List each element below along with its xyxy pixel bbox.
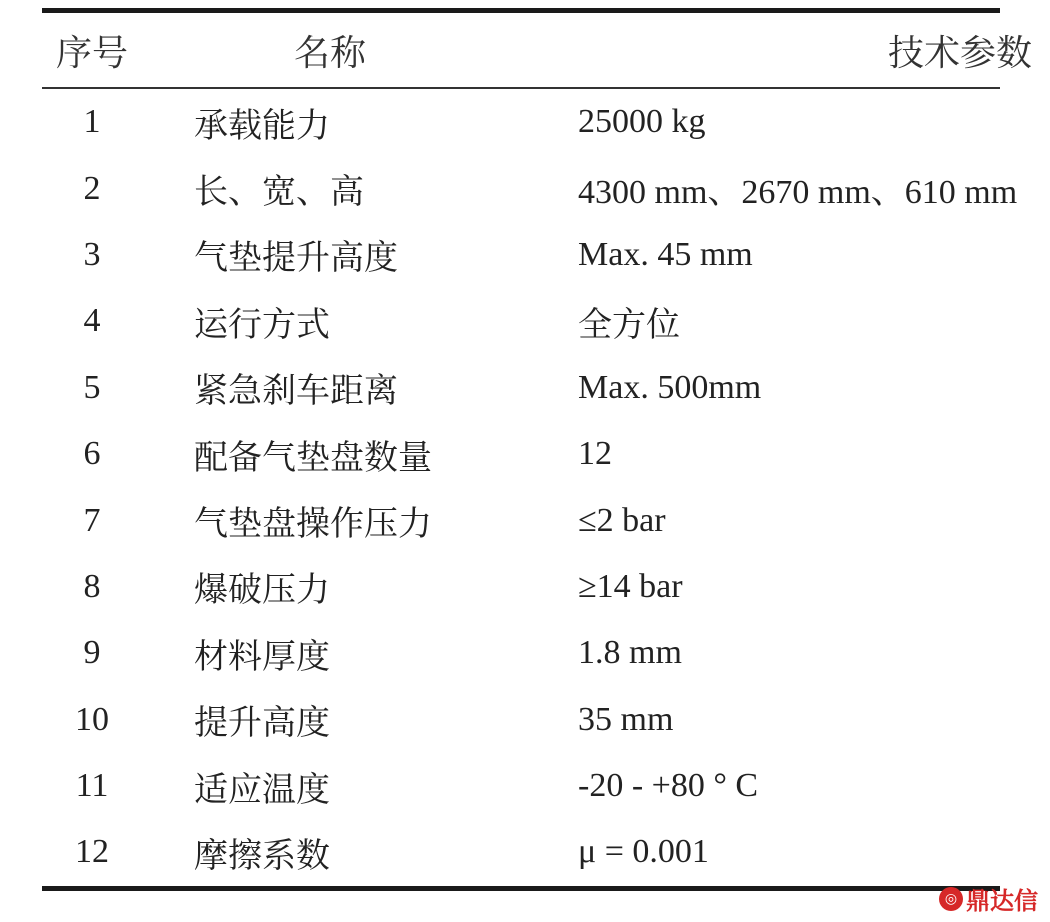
table-row [42,355,1000,421]
watermark [939,881,1038,916]
spec-table-body [42,89,1018,886]
row-value: -20 - +80 ° C [578,767,759,805]
header-no: 序号 [55,32,128,73]
table-row [42,487,1000,553]
row-name: 材料厚度 [194,638,330,676]
table-row [42,421,1000,487]
header-value: 技术参数 [888,32,1033,73]
table-row [42,222,1000,288]
row-name: 提升高度 [194,705,330,743]
row-no: 9 [83,634,101,672]
row-no: 10 [75,700,109,738]
row-name: 承载能力 [194,107,330,145]
row-name: 运行方式 [194,306,330,344]
bottom-rule [42,886,1000,891]
row-name: 紧急刹车距离 [194,373,398,411]
row-name: 气垫盘操作压力 [194,506,432,544]
row-no: 1 [83,103,101,141]
table-row [42,687,1000,753]
row-name: 气垫提升高度 [194,240,398,278]
row-name: 摩擦系数 [194,837,330,875]
row-name: 爆破压力 [194,572,330,610]
row-no: 5 [83,368,101,406]
logo-icon: ◎ [939,887,963,911]
row-name: 适应温度 [194,771,330,809]
row-value: 35 mm [578,700,674,738]
row-value: ≤2 bar [578,501,666,539]
row-name: 长、宽、高 [194,174,364,212]
row-value: μ = 0.001 [578,833,709,871]
table-row [42,89,1000,155]
row-value: 25000 kg [578,103,706,141]
table-row [42,155,1000,221]
table-row [42,753,1000,819]
row-value: 4300 mm、2670 mm、610 mm [578,174,1018,212]
row-no: 4 [83,302,101,340]
row-no: 2 [83,169,101,207]
row-name: 配备气垫盘数量 [194,439,432,477]
table-row [42,554,1000,620]
row-no: 8 [83,567,101,605]
spec-table [42,13,1033,87]
watermark-text: 鼎达信 [966,887,1038,915]
row-no: 12 [75,833,109,871]
row-value: 12 [578,435,612,473]
table-row [42,288,1000,354]
spec-table-container [42,8,1033,891]
header-name: 名称 [294,32,367,73]
row-no: 11 [75,767,109,805]
row-value: Max. 45 mm [578,235,753,273]
row-value: 1.8 mm [578,634,682,672]
row-value: Max. 500mm [578,368,762,406]
header-row [42,13,1000,87]
row-no: 6 [83,435,101,473]
table-row [42,620,1000,686]
row-value: 全方位 [578,306,680,344]
table-row [42,819,1000,885]
row-no: 3 [83,235,101,273]
row-no: 7 [83,501,101,539]
row-value: ≥14 bar [578,567,683,605]
